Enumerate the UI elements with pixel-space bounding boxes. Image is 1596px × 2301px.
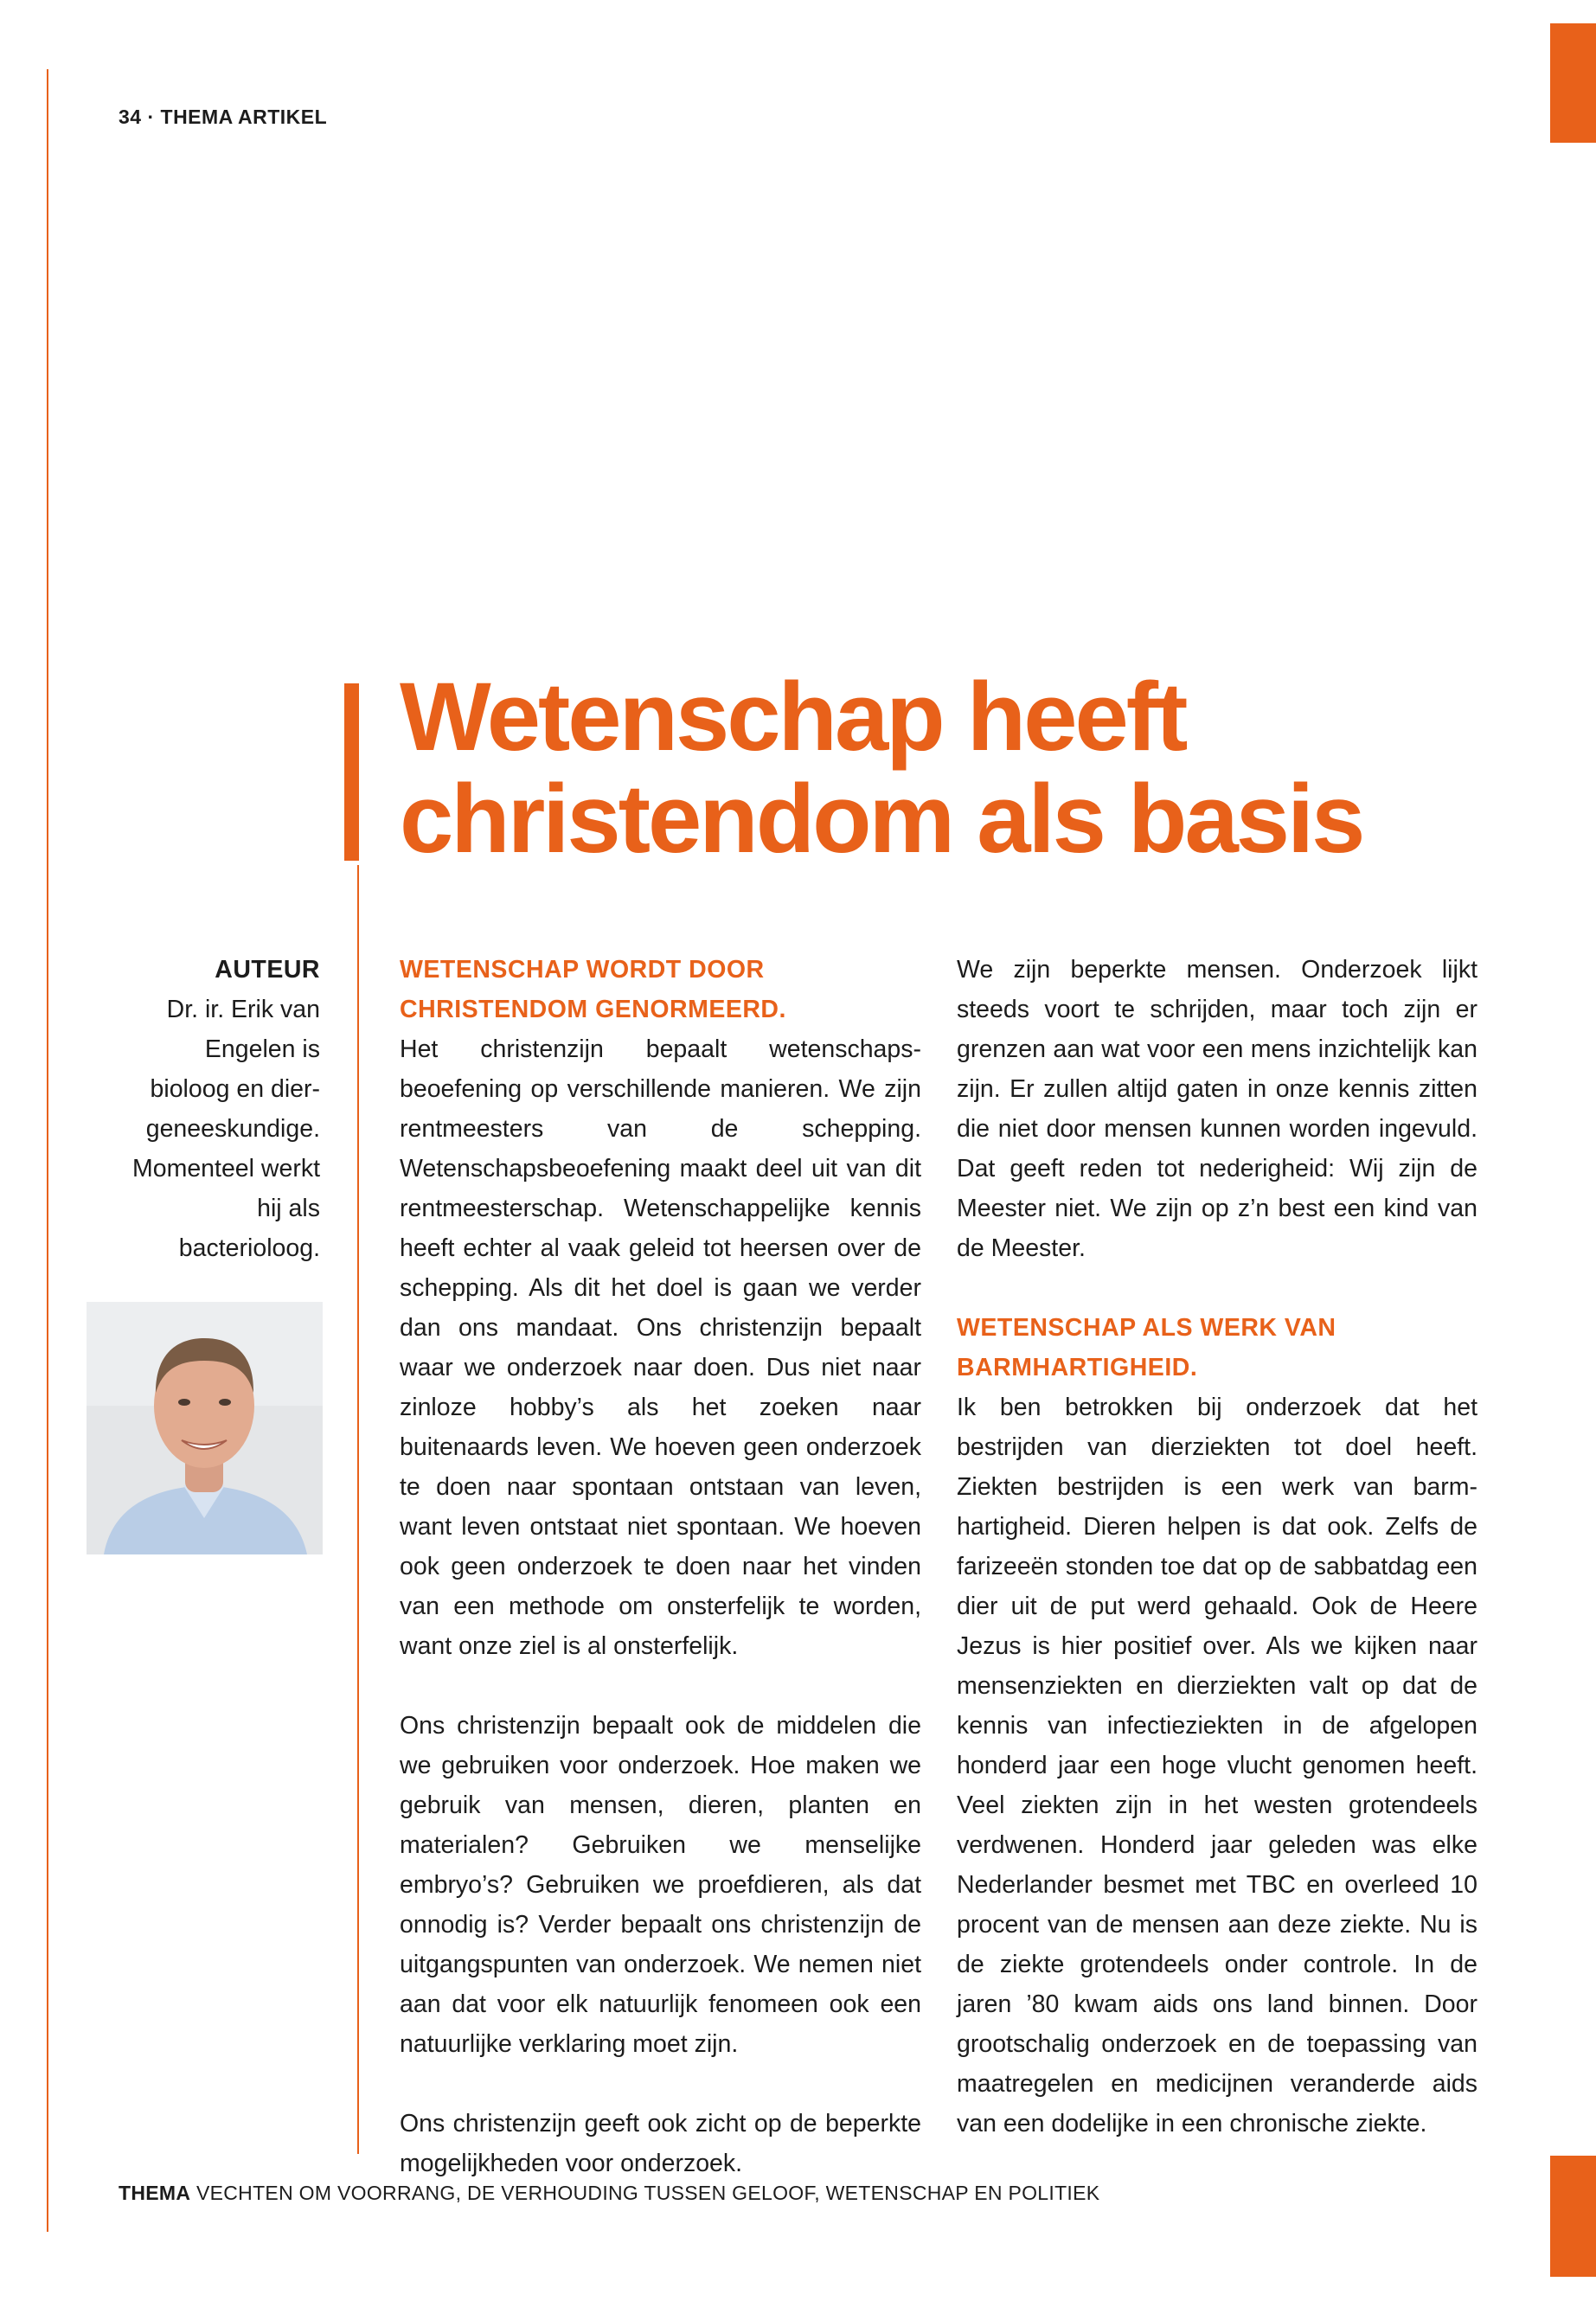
section-heading-1: WETENSCHAP WORDT DOOR CHRISTENDOM GENORMEERD. — [400, 956, 786, 1023]
article-title — [400, 663, 1363, 873]
title-accent-bar — [344, 683, 359, 861]
top-right-tab — [1550, 23, 1596, 143]
author-box — [87, 950, 320, 1268]
column-divider-rule — [357, 865, 359, 2154]
section-heading-2: WETENSCHAP ALS WERK VAN BARMHARTIGHEID. — [957, 1314, 1336, 1381]
column1-paragraph-1: Het christenzijn bepaalt wetenschaps-beoefening op verschillende manieren. We zijn rentmeesters van de schepping. Wetenschapsbeoefening maakt deel uit van dit rentmeesterschap. Wetenschappelijke kennis heeft echter al vaak geleid tot heersen over de schepping. Als dit het doel is gaan we verder dan ons mandaat. Ons christenzijn bepaalt waar we onderzoek naar doen. Dus niet naar zinloze hobby’s als het zoeken naar buitenaards leven. We hoeven geen onderzoek te doen naar spontaan ontstaan van leven, want leven ontstaat niet spontaan. We hoeven ook geen onderzoek te doen naar het vinden van een methode om onsterfelijk te worden, want onze ziel is al onsterfelijk. — [400, 1035, 921, 1660]
column-1 — [400, 950, 921, 2183]
column1-paragraph-3: Ons christenzijn geeft ook zicht op de beperkte mogelijkheden voor onderzoek. — [400, 2110, 921, 2177]
column2-paragraph-1: We zijn beperkte mensen. Onderzoek lijkt steeds voort te schrijden, maar toch zijn er grenzen aan wat voor een mens inzichtelijk kan zijn. Er zullen altijd gaten in onze kennis zitten die niet door mensen kunnen worden ingevuld. Dat geeft reden tot nederigheid: Wij zijn de Meester niet. We zijn op z’n best een kind van de Meester. — [957, 956, 1477, 1262]
footer — [119, 2182, 1099, 2205]
author-photo — [87, 1302, 323, 1554]
footer-label: THEMA — [119, 2182, 191, 2204]
bottom-right-tab — [1550, 2156, 1596, 2277]
footer-text: VECHTEN OM VOORRANG, DE VERHOUDING TUSSEN GELOOF, WETENSCHAP EN POLITIEK — [195, 2182, 1100, 2204]
column1-paragraph-2: Ons christenzijn bepaalt ook de middelen die we gebruiken voor onderzoek. Hoe maken we gebruik van mensen, dieren, planten en materialen? Gebruiken we menselijke embryo’s? Gebruiken we proefdieren, als dat onnodig is? Verder bepaalt ons christenzijn de uitgangspunten van onderzoek. We nemen niet aan dat voor elk natuurlijk fenomeen ook een natuurlijke verklaring moet zijn. — [400, 1712, 921, 2058]
title-line-2: christendom als basis — [400, 765, 1363, 873]
left-margin-rule — [47, 69, 48, 2232]
author-portrait-icon — [87, 1302, 323, 1554]
author-bio: Dr. ir. Erik van Engelen is bioloog en diergeneeskundige. Momenteel werkt hij als bacterioloog. — [132, 996, 320, 1262]
column-2 — [957, 950, 1477, 2144]
title-line-1: Wetenschap heeft — [400, 663, 1186, 771]
author-label: AUTEUR — [215, 956, 320, 984]
column2-paragraph-2: Ik ben betrokken bij onderzoek dat het bestrijden van dierziekten tot doel heeft. Ziekten bestrijden is een werk van barmhartigheid. Dieren helpen is dat ook. Zelfs de farizeeën stonden toe dat op de sabbatdag een dier uit de put werd gehaald. Ook de Heere Jezus is hier positief over. Als we kijken naar mensenziekten en dierziekten valt op dat de kennis van infectieziekten in de afgelopen honderd jaar een hoge vlucht genomen heeft. Veel ziekten zijn in het westen grotendeels verdwenen. Honderd jaar geleden was elke Nederlander besmet met TBC en overleed 10 procent van de mensen aan deze ziekte. Nu is de ziekte grotendeels onder controle. In de jaren ’80 kwam aids ons land binnen. Door grootschalig onderzoek en de toepassing van maatregelen en medicijnen veranderde aids van een dodelijke in een chronische ziekte. — [957, 1394, 1477, 2138]
running-head: 34 · THEMA ARTIKEL — [119, 106, 328, 128]
